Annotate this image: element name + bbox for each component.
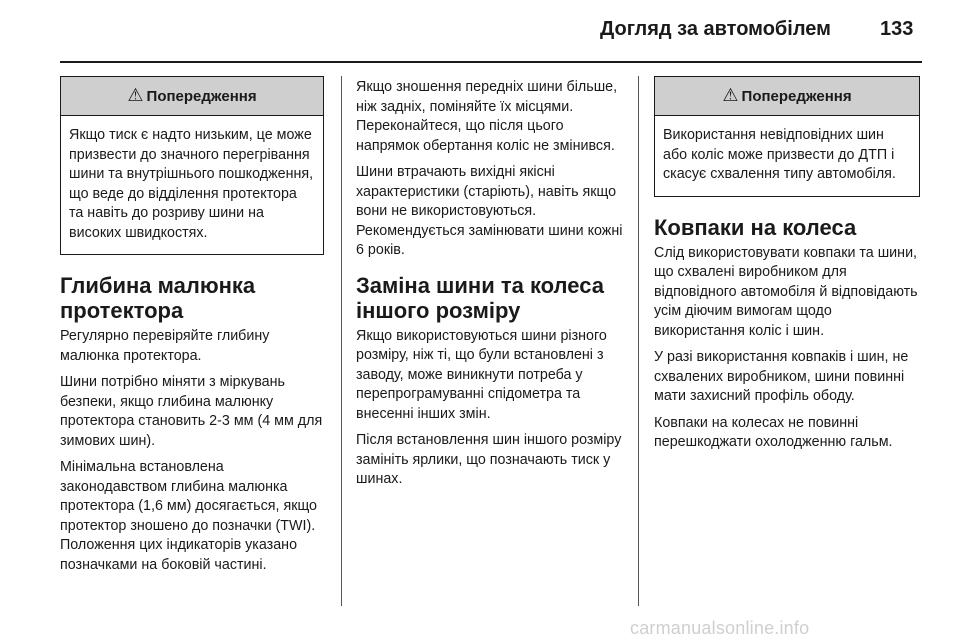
paragraph: Якщо використовуються шини різного розміру, ніж ті, що були встановлені з заводу, може виникнути потреба у перепрограмуванні спідометра та внесенні інших змін. <box>356 327 607 422</box>
paragraph: Якщо зношення передніх шини більше, ніж задніх, поміняйте їх місцями. Переконайтеся, що після цього напрямок обертання коліс не змінився. <box>356 79 618 154</box>
paragraph: Слід використовувати ковпаки та шини, що схвалені виробником для відповідного автомобіля й відповідають усім діючим вимогам щодо використання коліс і шин. <box>654 244 918 339</box>
paragraph: Шини потрібно міняти з міркувань безпеки, якщо глибина малюнку протектора становить 2-3 мм (4 мм для зимових шин). <box>60 374 323 449</box>
warning-header <box>655 77 919 116</box>
paragraph: Шини втрачають вихідні якісні характеристики (старіють), навіть якщо вони не використовуються. Рекомендується замінювати шини кожні 6 років. <box>356 164 623 258</box>
column-1 <box>60 76 324 582</box>
warning-triangle-icon: ⚠ <box>722 84 739 105</box>
header-divider <box>60 61 922 63</box>
warning-text: Якщо тиск є надто низьким, це може призвести до значного перегрівання шини та внутрішнього пошкодження, що веде до відділення протектора та навіть до розриву шини на високих швидкостях. <box>69 127 314 241</box>
warning-title: Попередження <box>741 87 852 105</box>
paragraph: Після встановлення шин іншого розміру замініть ярлики, що позначають тиск у шинах. <box>356 432 622 487</box>
page-title: Догляд за автомобілем <box>600 18 831 40</box>
section-title-wheel-covers: Ковпаки на колеса <box>654 214 857 240</box>
paragraph: У разі використання ковпаків і шин, не схвалених виробником, шини повинні мати захисний профіль ободу. <box>654 349 909 404</box>
section-title-tire-size-change: Заміна шини та колеса іншого розміру <box>356 272 604 323</box>
warning-box <box>60 76 324 255</box>
page-number: 133 <box>880 18 914 40</box>
warning-header <box>61 77 323 116</box>
watermark: carmanualsonline.info <box>630 618 810 638</box>
warning-text: Використання невідповідних шин або коліс може призвести до ДТП і скасує схвалення типу автомобіля. <box>663 127 896 182</box>
paragraph: Мінімальна встановлена законодавством глибина малюнка протектора (1,6 мм) досягається, якщо протектор зношено до позначки (TWI). Положення цих індикаторів указано позначками на боковій частині. <box>60 459 318 573</box>
paragraph: Ковпаки на колесах не повинні перешкоджати охолодженню гальм. <box>654 414 893 450</box>
column-2 <box>356 78 626 497</box>
warning-title: Попередження <box>146 87 257 105</box>
column-divider-1 <box>341 76 342 606</box>
column-divider-2 <box>638 76 639 606</box>
column-3 <box>654 76 920 460</box>
warning-box <box>654 76 920 197</box>
warning-triangle-icon: ⚠ <box>127 84 144 105</box>
section-title-tread-depth: Глибина малюнка протектора <box>60 273 256 323</box>
paragraph: Регулярно перевіряйте глибину малюнка протектора. <box>60 328 270 364</box>
